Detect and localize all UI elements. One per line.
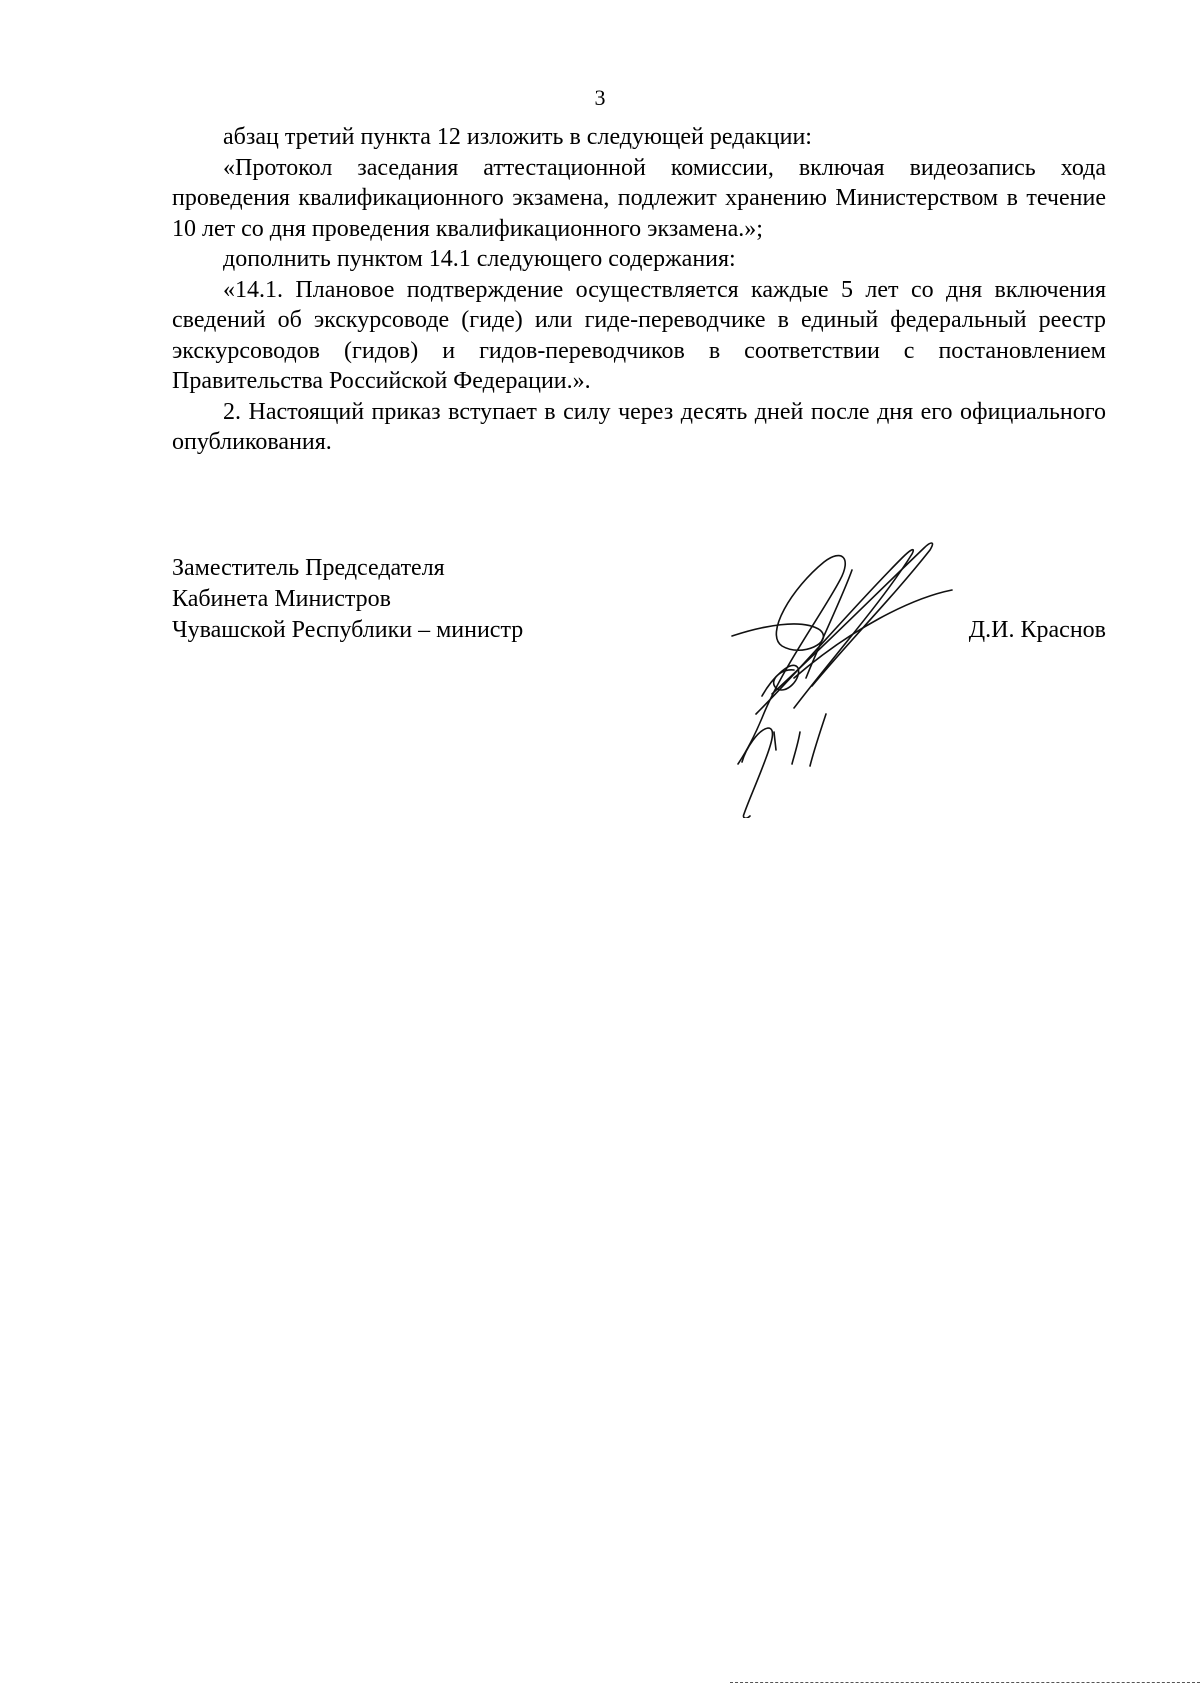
paragraph-entry-into-force: 2. Настоящий приказ вступает в силу через десять дней после дня его официального опубликования. xyxy=(172,398,1106,455)
handwritten-signature xyxy=(702,518,962,818)
footer-rule xyxy=(730,1682,1200,1685)
signer-title xyxy=(172,553,523,646)
signature-block xyxy=(172,553,1106,813)
signer-title-line-2: Кабинета Министров xyxy=(172,586,391,612)
signer-title-line-1: Заместитель Председателя xyxy=(172,555,445,581)
page-number: 3 xyxy=(594,85,606,110)
signer-name: Д.И. Краснов xyxy=(968,617,1106,643)
paragraph-amendment-12: абзац третий пункта 12 изложить в следующей редакции: xyxy=(223,124,812,150)
paragraph-protocol-text: «Протокол заседания аттестационной комиссии, включая видеозапись хода проведения квалификационного экзамена, подлежит хранению Министерством в течение 10 лет со дня проведения квалификационного экзамена.»; xyxy=(172,154,1106,242)
signer-title-line-3: Чувашской Республики – министр xyxy=(172,617,524,643)
paragraph-amendment-14-1: дополнить пунктом 14.1 следующего содержания: xyxy=(223,246,736,272)
paragraph-item-14-1-text: «14.1. Плановое подтверждение осуществляется каждые 5 лет со дня включения сведений об экскурсоводе (гиде) или гиде-переводчике в единый федеральный реестр экскурсоводов (гидов) и гидов-переводчиков в соответствии с постановлением Правительства Российской Федерации.». xyxy=(172,276,1106,394)
document-body xyxy=(172,122,1106,458)
